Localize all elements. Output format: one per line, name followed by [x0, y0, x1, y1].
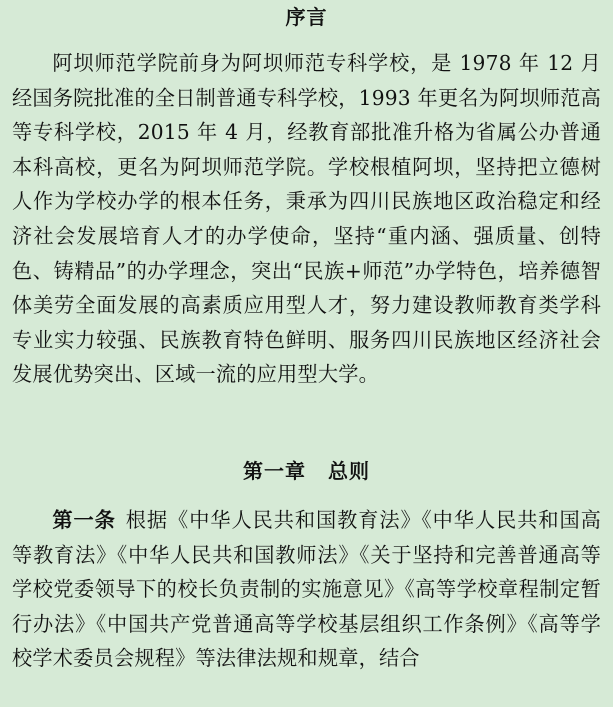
- article-paragraph: [12, 503, 601, 676]
- preface-paragraph: 阿坝师范学院前身为阿坝师范专科学校，是 1978 年 12 月经国务院批准的全日制普通专科学校，1993 年更名为阿坝师范高等专科学校，2015 年 4 月，经教育部批准升格为省属公办普通本科高校，更名为阿坝师范学院。学校根植阿坝，坚持把立德树人作为学校办学的根本任务，秉承为四川民族地区政治稳定和经济社会发展培育人才的办学使命，坚持“重内涵、强质量、创特色、铸精品”的办学理念，突出“民族+师范”办学特色，培养德智体美劳全面发展的高素质应用型人才，努力建设教师教育类学科专业实力较强、民族教育特色鲜明、服务四川民族地区经济社会发展优势突出、区域一流的应用型大学。: [12, 51, 601, 387]
- preface-title: 序言: [285, 5, 328, 29]
- article-label: 第一条: [52, 508, 116, 532]
- article-text: 根据《中华人民共和国教育法》《中华人民共和国高等教育法》《中华人民共和国教师法》《关于坚持和完善普通高等学校党委领导下的校长负责制的实施意见》《高等学校章程制定暂行办法》《中国共产党普通高等学校基层组织工作条例》《高等学校学术委员会规程》等法律法规和规章，结合: [12, 508, 601, 671]
- chapter-name: 总则: [328, 459, 370, 483]
- chapter-title: [0, 458, 613, 484]
- chapter-number: 第一章: [243, 459, 306, 483]
